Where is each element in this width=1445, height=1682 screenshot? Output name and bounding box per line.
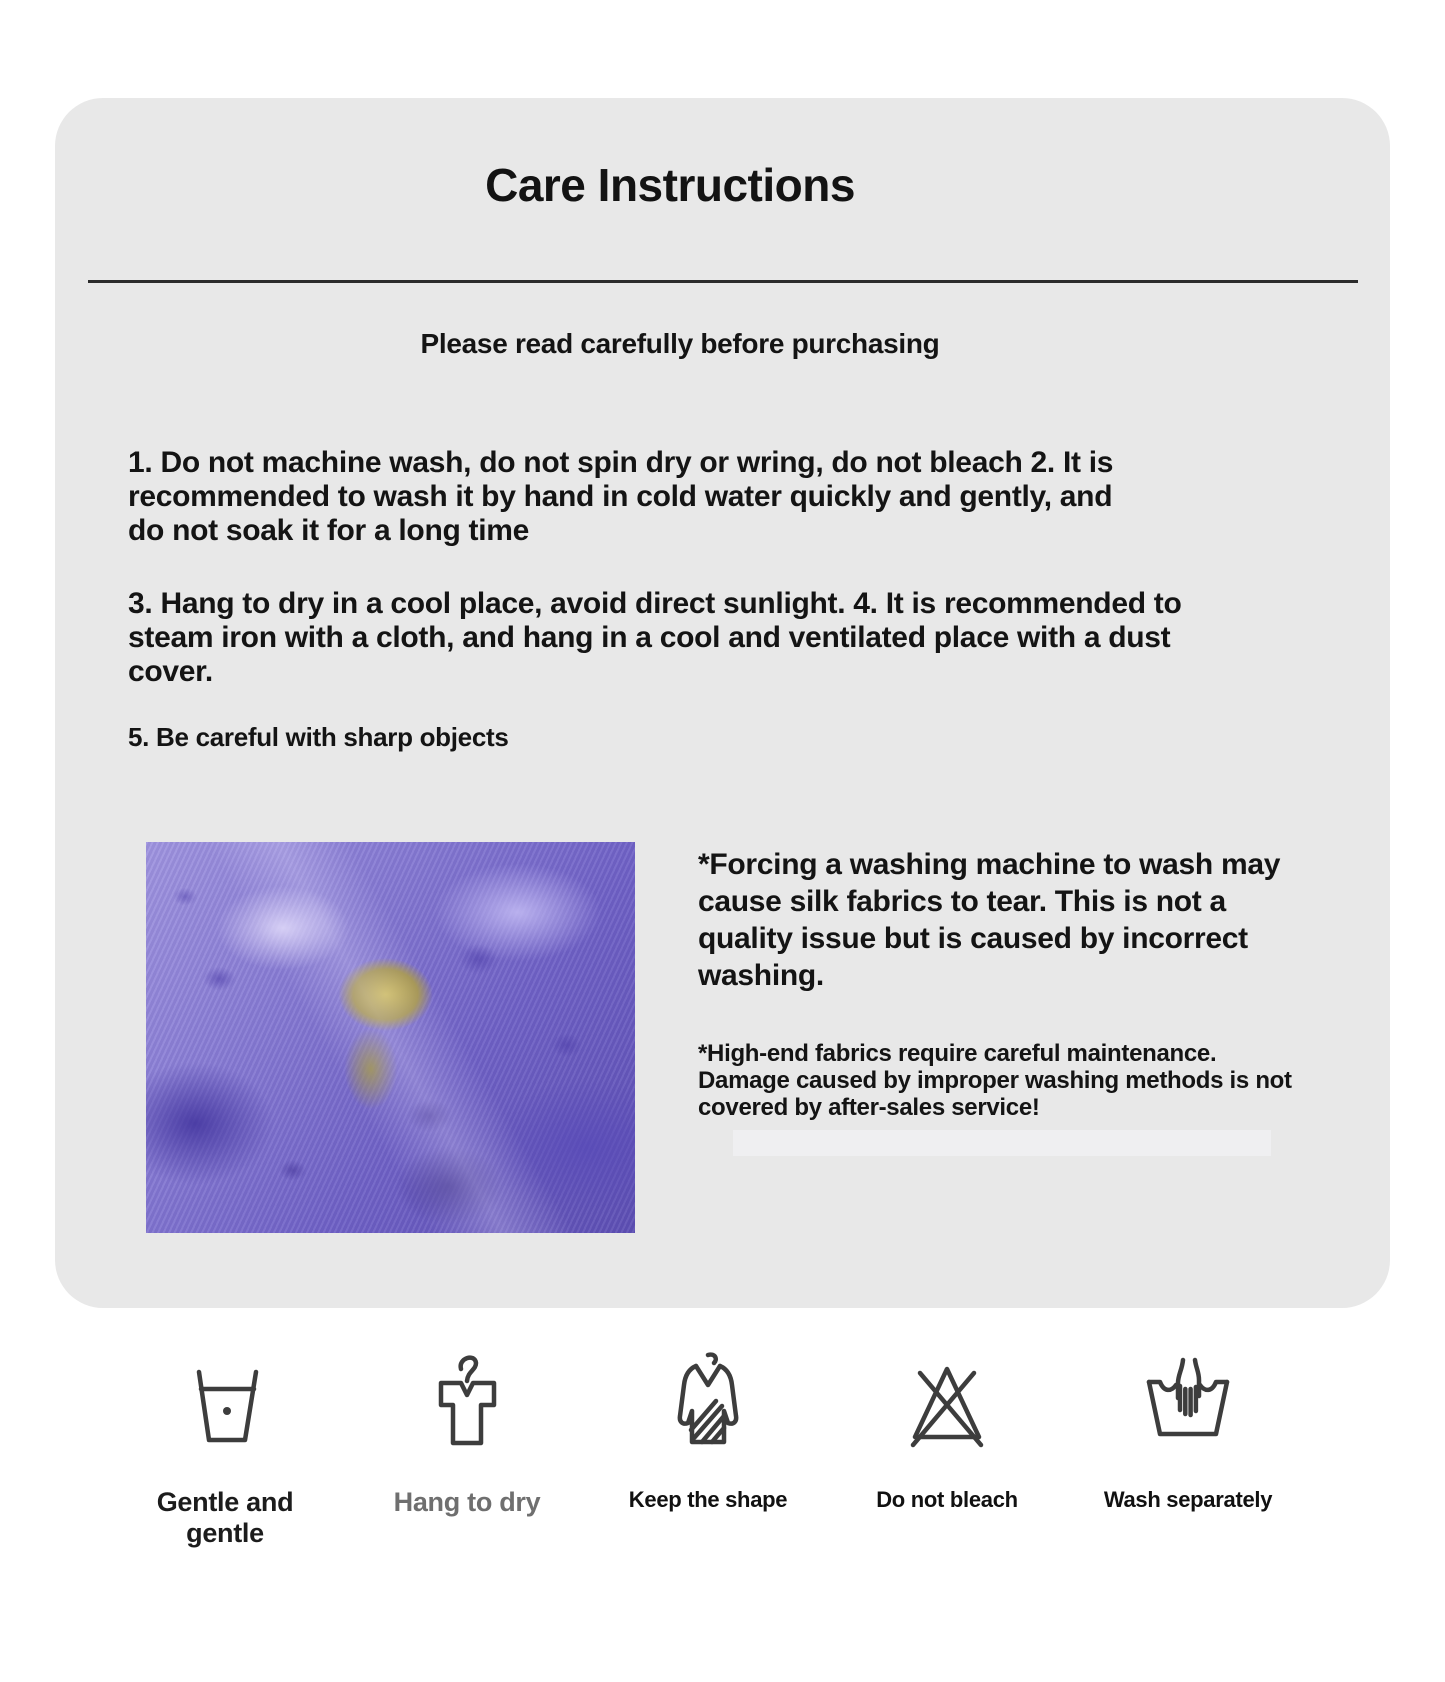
care-symbol-label: Hang to dry bbox=[393, 1487, 541, 1517]
do-not-bleach-icon bbox=[897, 1352, 997, 1452]
text-line: 3. Hang to dry in a cool place, avoid direct sunlight. 4. It is recommended to bbox=[128, 587, 1182, 620]
care-paragraph-1 bbox=[128, 446, 1113, 548]
care-symbol-label: Wash separately bbox=[1103, 1487, 1273, 1512]
wash-separately-hand-icon bbox=[1138, 1352, 1238, 1452]
hang-dry-shirt-icon bbox=[417, 1352, 517, 1452]
care-card bbox=[55, 98, 1390, 1308]
care-symbol-do-not-bleach bbox=[837, 1352, 1057, 1513]
care-paragraph-3 bbox=[128, 722, 509, 752]
care-symbol-keep-shape bbox=[598, 1352, 818, 1513]
text-line: do not soak it for a long time bbox=[128, 514, 530, 547]
text-line: 5. Be careful with sharp objects bbox=[128, 722, 509, 752]
care-symbol-gentle-wash bbox=[115, 1352, 335, 1549]
text-line: washing. bbox=[698, 959, 824, 992]
text-line: cover. bbox=[128, 655, 213, 688]
text-line: covered by after-sales service! bbox=[698, 1094, 1040, 1121]
text-line: cause silk fabrics to tear. This is not a bbox=[698, 885, 1226, 918]
subtitle: Please read carefully before purchasing bbox=[420, 328, 940, 359]
fabric-photo bbox=[146, 842, 635, 1233]
text-line: Damage caused by improper washing methods is not bbox=[698, 1067, 1292, 1094]
care-symbol-hang-dry bbox=[357, 1352, 577, 1518]
text-line: recommended to wash it by hand in cold water quickly and gently, and bbox=[128, 480, 1113, 513]
faint-highlight-band bbox=[733, 1130, 1271, 1156]
care-paragraph-2 bbox=[128, 587, 1181, 689]
care-symbol-label: Keep the shape bbox=[628, 1487, 788, 1512]
gentle-wash-basin-icon bbox=[175, 1352, 275, 1452]
text-line: *Forcing a washing machine to wash may bbox=[698, 848, 1281, 881]
keep-shape-garment-icon bbox=[658, 1352, 758, 1452]
page-title: Care Instructions bbox=[485, 159, 855, 211]
care-symbol-label: Do not bleach bbox=[876, 1487, 1018, 1512]
warning-note-2 bbox=[698, 1040, 1292, 1121]
text-line: 1. Do not machine wash, do not spin dry or wring, do not bleach 2. It is bbox=[128, 446, 1114, 479]
text-line: *High-end fabrics require careful maintenance. bbox=[698, 1040, 1217, 1067]
text-line: quality issue but is caused by incorrect bbox=[698, 922, 1248, 955]
divider bbox=[88, 280, 1358, 283]
text-line: steam iron with a cloth, and hang in a cool and ventilated place with a dust bbox=[128, 621, 1171, 654]
care-symbol-label: Gentle and gentle bbox=[156, 1487, 294, 1548]
care-symbol-wash-separately bbox=[1078, 1352, 1298, 1513]
warning-note-1 bbox=[698, 846, 1280, 994]
